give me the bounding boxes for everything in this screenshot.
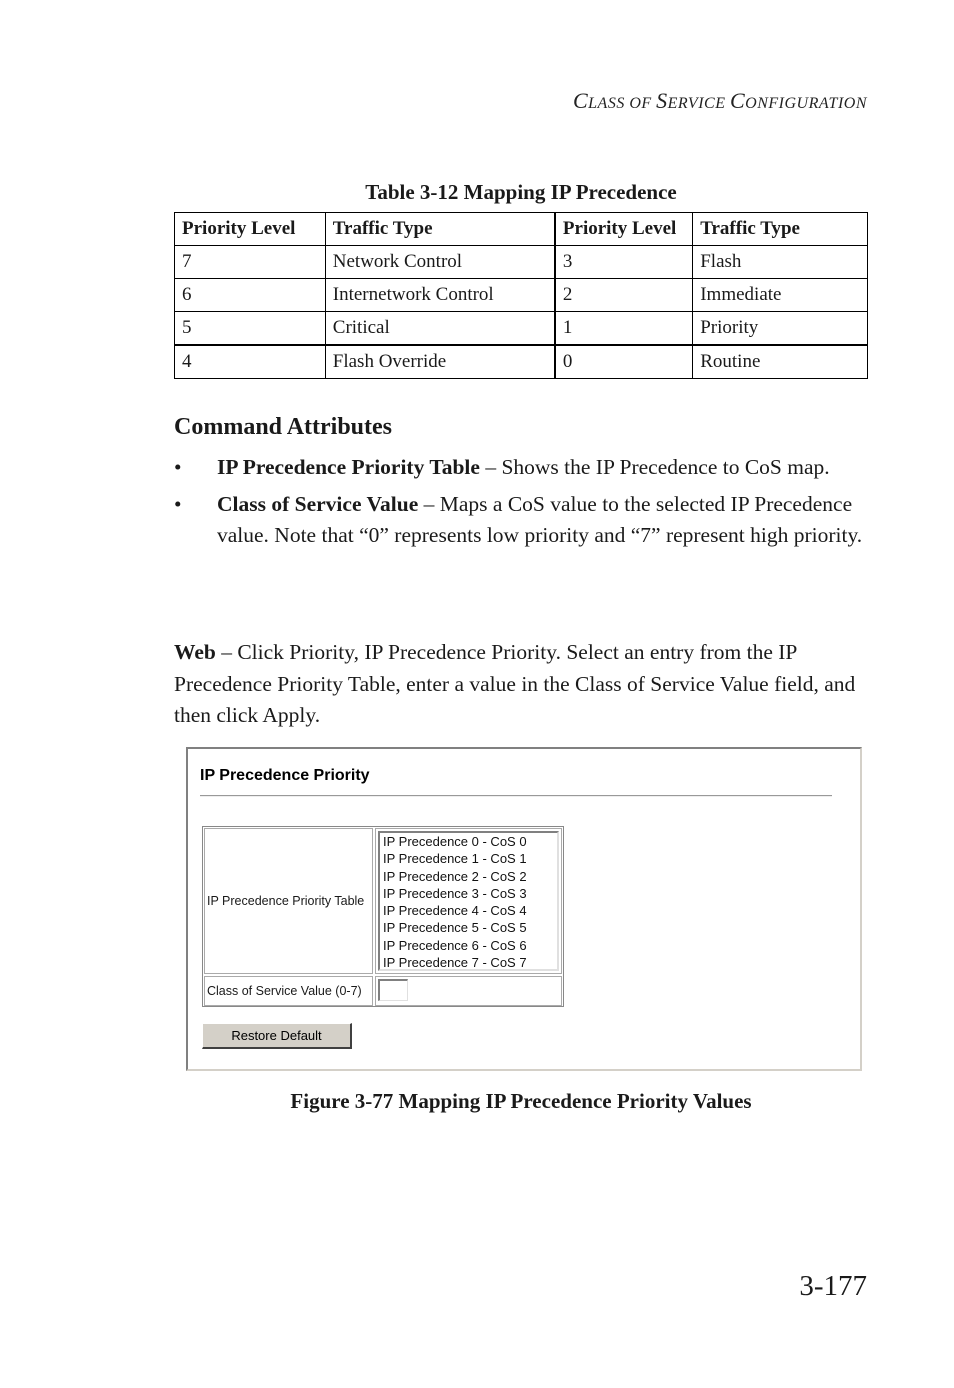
panel-title: IP Precedence Priority [200,767,370,784]
list-option[interactable]: IP Precedence 0 - CoS 0 [383,834,527,849]
list-option[interactable]: IP Precedence 7 - CoS 7 [383,955,527,971]
running-head-cap: C [729,88,746,113]
web-term: Web [174,640,216,664]
priority-table-label: IP Precedence Priority Table [204,828,373,974]
running-head-cap: S [656,88,668,113]
table-cell: 5 [175,312,326,346]
table-header-row [175,213,868,246]
web-text: – Click Priority, IP Precedence Priority. Select an entry from the IP Precedence Priority Table, enter a value in the Class of Service Value field, and then click Apply. [174,640,856,727]
cos-value-cell [375,976,562,1006]
table-cell: Priority [693,312,868,346]
table-header: Traffic Type [693,213,868,246]
bullet-icon: • [174,455,182,479]
table-cell: 0 [555,345,693,379]
bullet-term: Class of Service Value [217,491,419,516]
list-option[interactable]: IP Precedence 6 - CoS 6 [383,937,527,953]
title-divider [200,795,832,797]
list-option[interactable]: IP Precedence 4 - CoS 4 [383,903,527,919]
running-head-cap: C [572,88,589,113]
table-row [175,345,868,379]
list-option[interactable]: IP Precedence 5 - CoS 5 [383,920,527,936]
table-cell: 3 [555,246,693,279]
table-cell: Network Control [325,246,555,279]
bullet-list [174,452,868,557]
figure-screenshot [186,747,862,1071]
bullet-text: – Maps a CoS value to the selected IP Precedence value. Note that “0” represents low priority and “7” represent high priority. [217,491,863,547]
bullet-term: IP Precedence Priority Table [217,455,480,479]
bullet-item [174,452,868,484]
page-number: 3-177 [799,1270,867,1302]
figure-caption: Figure 3-77 Mapping IP Precedence Priority Values [290,1089,752,1113]
cos-value-input[interactable] [378,979,408,1001]
running-head-text: ERVICE [667,95,730,112]
list-option[interactable]: IP Precedence 1 - CoS 1 [383,851,527,867]
settings-form [202,826,564,1007]
table-cell: 7 [175,246,326,279]
table-cell: 4 [175,345,326,379]
table-cell: Routine [693,345,868,379]
priority-table-listbox[interactable] [378,831,559,971]
running-head-text: ONFIGURATION [745,95,867,112]
bullet-text: – Shows the IP Precedence to CoS map. [479,455,830,479]
running-head-text: LASS OF [588,95,657,112]
table-cell: Critical [325,312,555,346]
table-cell: 2 [555,279,693,312]
section-heading: Command Attributes [174,414,393,440]
restore-default-button[interactable]: Restore Default [202,1023,352,1049]
bullet-item [174,489,868,552]
table-cell: 6 [175,279,326,312]
bullet-icon: • [174,491,182,516]
table-header: Priority Level [175,213,326,246]
running-head [573,88,867,114]
table-cell: Immediate [693,279,868,312]
table-row [175,312,868,346]
table-cell: Internetwork Control [325,279,555,312]
cos-value-label: Class of Service Value (0-7) [204,976,373,1006]
table-cell: Flash Override [325,345,555,379]
table-header: Traffic Type [325,213,555,246]
table-caption: Table 3-12 Mapping IP Precedence [365,180,677,204]
table-cell: 1 [555,312,693,346]
web-paragraph [174,637,868,732]
table-cell: Flash [693,246,868,279]
priority-table-cell [375,828,562,974]
mapping-table [174,212,868,379]
table-header: Priority Level [555,213,693,246]
list-option[interactable]: IP Precedence 3 - CoS 3 [383,885,527,901]
list-option[interactable]: IP Precedence 2 - CoS 2 [383,868,527,884]
table-row [175,279,868,312]
table-row [175,246,868,279]
